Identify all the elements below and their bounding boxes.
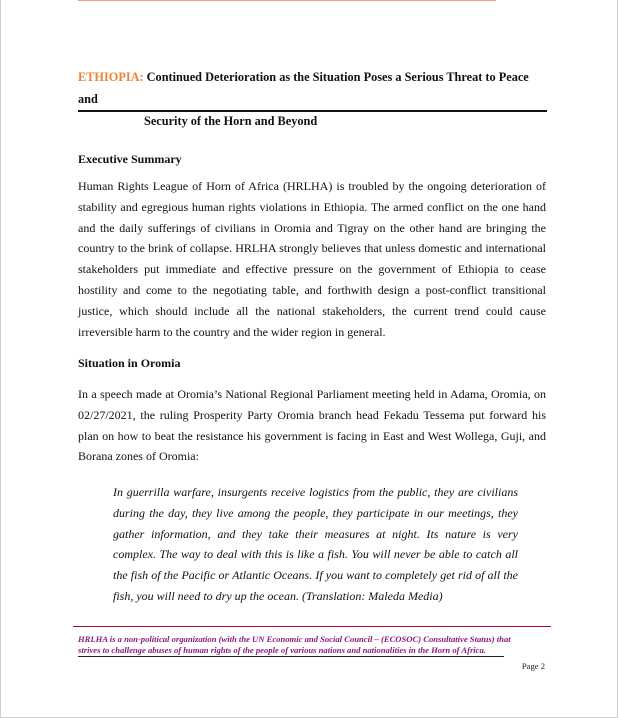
paragraph-line: Human Rights League of Horn of Africa (HRLHA) is troubled by the ongoing deterioration of — [78, 179, 546, 193]
paragraph-line: In a speech made at Oromia’s National Regional Parliament meeting held in Adama, Oromia, on — [78, 387, 546, 401]
title-line-2: Security of the Horn and Beyond — [144, 114, 318, 128]
document-title — [78, 66, 548, 132]
footer-underline — [78, 656, 504, 657]
paragraph-line: hostility and come to the negotiating table, and forthwith design a post-conflict transitional — [78, 282, 546, 297]
paragraph-line: and the daily sufferings of civilians in Oromia and Tigray on the other hand are bringing the — [78, 220, 546, 235]
paragraph-line: Borana zones of Oromia: — [78, 449, 199, 464]
footer-statement — [78, 634, 548, 656]
footer-rule — [73, 626, 551, 627]
footer-line-1: HRLHA is a non-political organization (with the UN Economic and Social Council – (ECOSOC) Consultative Status) that — [78, 634, 511, 644]
paragraph-line: justice, which should include all the national stakeholders, the current trend could cause — [78, 303, 546, 318]
page-number: Page 2 — [521, 661, 545, 671]
quote-line: fish, you will need to dry up the ocean. (Translation: Maleda Media) — [113, 588, 443, 603]
quote-line: the fish of the Pacific or Atlantic Oceans. If you want to completely get rid of all the — [113, 568, 518, 583]
block-quote — [113, 482, 518, 607]
situation-oromia-heading: Situation in Oromia — [78, 356, 181, 370]
footer-line-2: strives to challenge abuses of human rights of the people of various nations and nationalities in the Horn of Africa. — [78, 645, 486, 655]
quote-line: gather information, and they take their measures at night. Its nature is very — [113, 526, 518, 541]
quote-line: complex. The way to deal with this is like a fish. You will never be able to catch all — [113, 547, 518, 562]
paragraph-line: 02/27/2021, the ruling Prosperity Party Oromia branch head Fekadu Tessema put forward his — [78, 407, 546, 422]
title-country: ETHIOPIA: — [78, 70, 144, 84]
executive-summary-paragraph — [78, 176, 546, 342]
paragraph-line: country to the brink of collapse. HRLHA strongly believes that unless domestic and international — [78, 241, 546, 256]
title-line-1: Continued Deterioration as the Situation Poses a Serious Threat to Peace and — [78, 70, 529, 106]
paragraph-line: plan on how to beat the resistance his government is facing in East and West Wollega, Guji, and — [78, 428, 546, 443]
paragraph-line: stability and egregious human rights violations in Ethiopia. The armed conflict on the one hand — [78, 199, 546, 214]
paragraph-line: irreversible harm to the country and the wider region in general. — [78, 324, 386, 339]
executive-summary-heading: Executive Summary — [78, 152, 182, 166]
situation-oromia-paragraph — [78, 384, 546, 467]
paragraph-line: stakeholders put immediate and effective pressure on the government of Ethiopia to cease — [78, 262, 546, 277]
quote-line: during the day, they live among the people, they participate in our meetings, they — [113, 505, 518, 520]
title-rule — [78, 110, 547, 112]
header-rule — [78, 0, 496, 1]
quote-line: In guerrilla warfare, insurgents receive logistics from the public, they are civilians — [113, 485, 518, 499]
